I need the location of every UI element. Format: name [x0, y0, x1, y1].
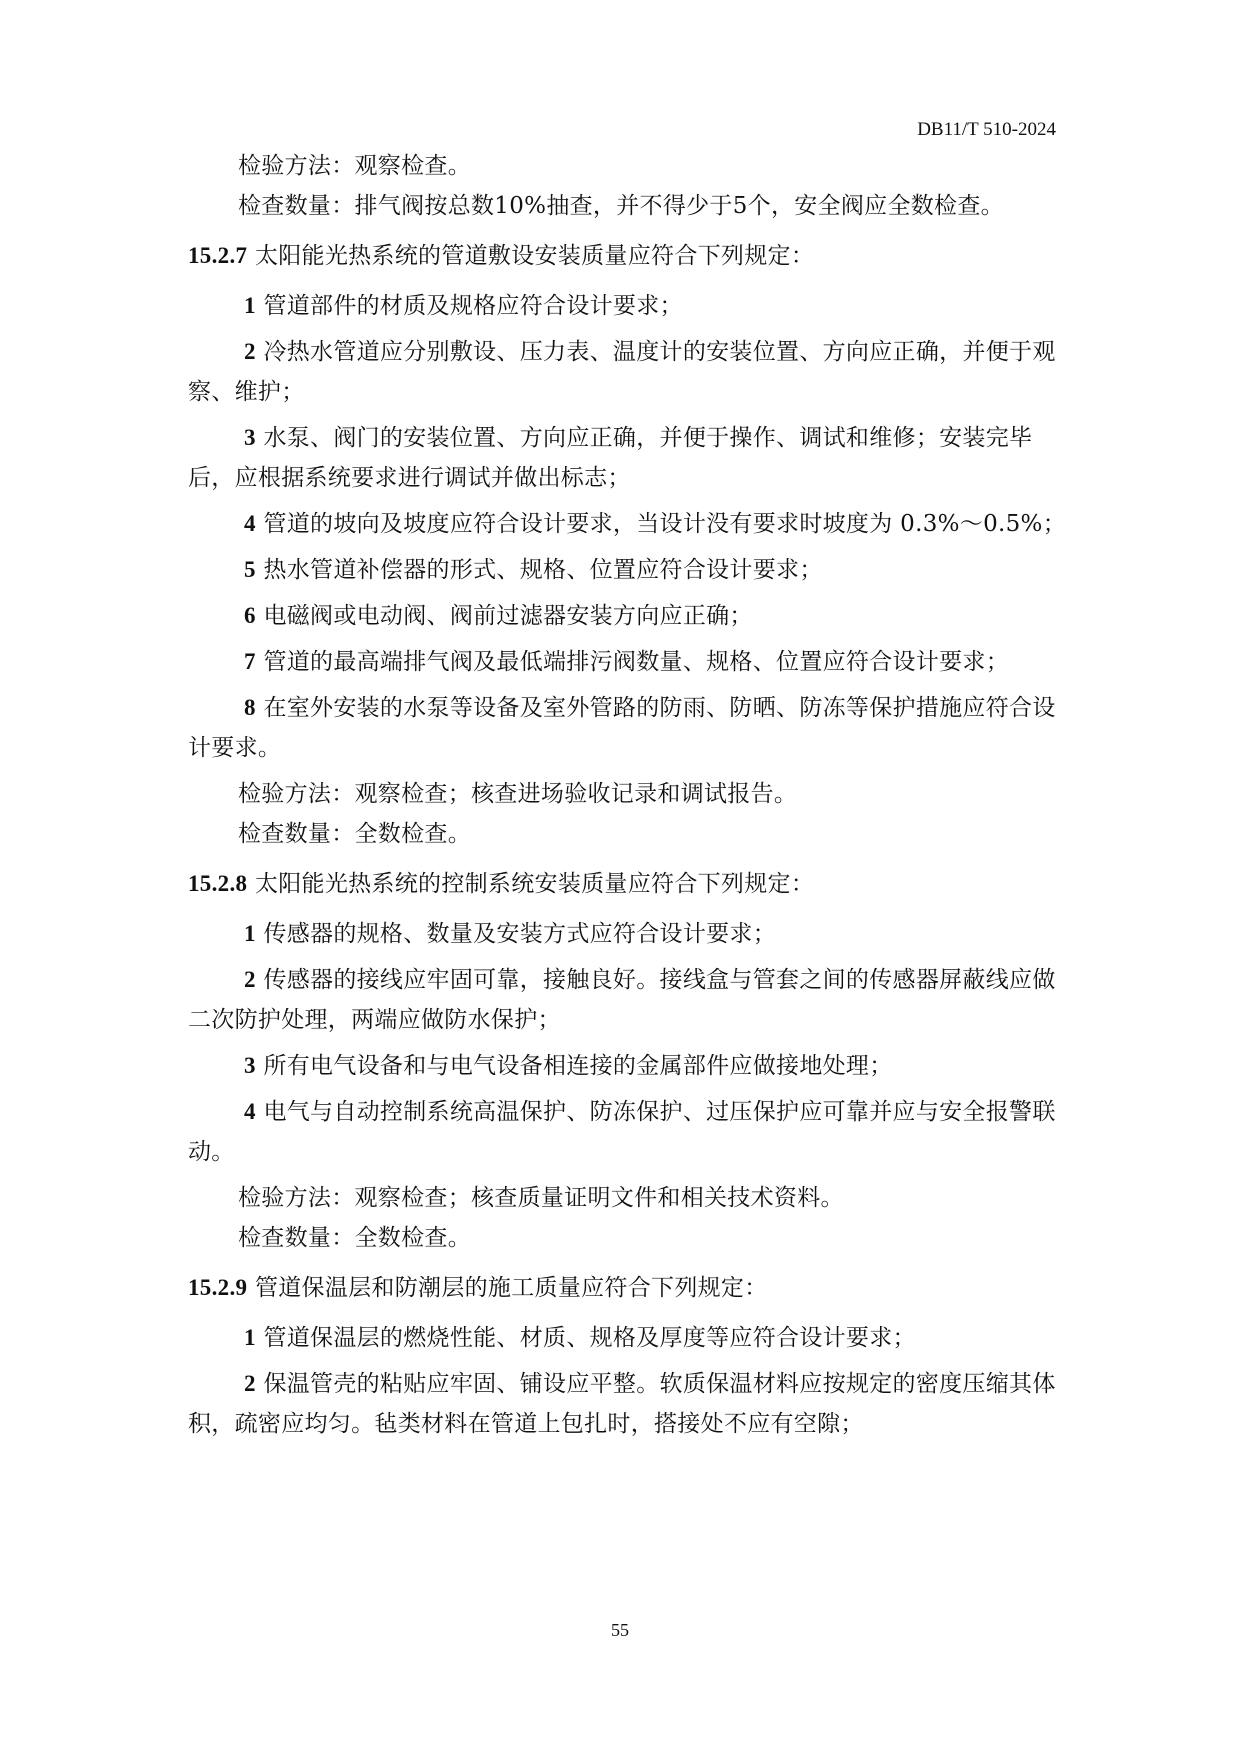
- item-text: 传感器的接线应牢固可靠，接触良好。接线盒与管套之间的传感器屏蔽线应做二次防护处理，两端应做防水保护；: [188, 967, 1056, 1033]
- clause-number: 15.2.7: [188, 243, 248, 268]
- item-text: 电磁阀或电动阀、阀前过滤器安装方向应正确；: [263, 603, 753, 629]
- item-text: 冷热水管道应分别敷设、压力表、温度计的安装位置、方向应正确，并便于观察、维护；: [188, 339, 1056, 405]
- item-number: 8: [244, 695, 256, 720]
- clause-15-2-7-item-8: [188, 688, 1068, 768]
- clause-15-2-7-item-6: [188, 596, 1068, 636]
- page-body: [188, 146, 1068, 1450]
- clause-15-2-9: [188, 1268, 1068, 1308]
- item-number: 5: [244, 557, 256, 582]
- item-number: 6: [244, 603, 256, 628]
- clause-number: 15.2.8: [188, 871, 248, 896]
- inspection-method-line: 检验方法：观察检查。: [238, 153, 471, 179]
- clause-15-2-8-item-1: [188, 914, 1068, 954]
- item-text: 传感器的规格、数量及安装方式应符合设计要求；: [263, 921, 777, 947]
- item-number: 2: [244, 1371, 256, 1396]
- item-number: 7: [244, 649, 256, 674]
- clause-15-2-7-item-5: [188, 550, 1068, 590]
- clause-15-2-8-item-4: [188, 1092, 1068, 1172]
- item-number: 1: [244, 1325, 256, 1350]
- item-number: 1: [244, 921, 256, 946]
- item-number: 2: [244, 339, 256, 364]
- clause-15-2-9-item-1: [188, 1318, 1068, 1358]
- item-text: 管道的坡向及坡度应符合设计要求，当设计没有要求时坡度为 0.3%～0.5%；: [263, 511, 1067, 537]
- clause-text: 太阳能光热系统的管道敷设安装质量应符合下列规定：: [254, 243, 815, 269]
- inspection-quantity-line: 检查数量：全数检查。: [238, 821, 471, 847]
- clause-15-2-7-item-3: [188, 418, 1068, 498]
- page-number: 55: [611, 1620, 629, 1640]
- item-number: 3: [244, 425, 256, 450]
- inspection-quantity-line: 检查数量：排气阀按总数10%抽查，并不得少于5个，安全阀应全数检查。: [238, 193, 1004, 219]
- clause-text: 太阳能光热系统的控制系统安装质量应符合下列规定：: [254, 871, 815, 897]
- clause-15-2-7-item-1: [188, 286, 1068, 326]
- item-text: 电气与自动控制系统高温保护、防冻保护、过压保护应可靠并应与安全报警联动。: [188, 1099, 1056, 1165]
- clause-number: 15.2.9: [188, 1275, 248, 1300]
- inspection-method-line: 检验方法：观察检查；核查进场验收记录和调试报告。: [238, 781, 798, 807]
- document-code: DB11/T 510-2024: [917, 119, 1056, 140]
- clause-text: 管道保温层和防潮层的施工质量应符合下列规定：: [254, 1275, 768, 1301]
- item-number: 4: [244, 1099, 256, 1124]
- clause-15-2-7-item-2: [188, 332, 1068, 412]
- item-number: 4: [244, 511, 256, 536]
- item-text: 管道保温层的燃烧性能、材质、规格及厚度等应符合设计要求；: [263, 1325, 916, 1351]
- item-text: 热水管道补偿器的形式、规格、位置应符合设计要求；: [263, 557, 823, 583]
- clause-15-2-7-item-7: [188, 642, 1068, 682]
- item-text: 保温管壳的粘贴应牢固、铺设应平整。软质保温材料应按规定的密度压缩其体积，疏密应均匀。毡类材料在管道上包扎时，搭接处不应有空隙；: [188, 1371, 1056, 1437]
- item-text: 管道的最高端排气阀及最低端排污阀数量、规格、位置应符合设计要求；: [263, 649, 1010, 675]
- item-text: 在室外安装的水泵等设备及室外管路的防雨、防晒、防冻等保护措施应符合设计要求。: [188, 695, 1056, 761]
- item-text: 管道部件的材质及规格应符合设计要求；: [263, 293, 683, 319]
- clause-15-2-8: [188, 864, 1068, 904]
- inspection-quantity-line: 检查数量：全数检查。: [238, 1225, 471, 1251]
- item-number: 2: [244, 967, 256, 992]
- item-number: 1: [244, 293, 256, 318]
- clause-15-2-8-item-2: [188, 960, 1068, 1040]
- item-number: 3: [244, 1053, 256, 1078]
- clause-15-2-7-item-4: [188, 504, 1068, 544]
- clause-15-2-9-item-2: [188, 1364, 1068, 1444]
- inspection-method-line: 检验方法：观察检查；核查质量证明文件和相关技术资料。: [238, 1185, 844, 1211]
- item-text: 所有电气设备和与电气设备相连接的金属部件应做接地处理；: [263, 1053, 893, 1079]
- clause-15-2-7: [188, 236, 1068, 276]
- clause-15-2-8-item-3: [188, 1046, 1068, 1086]
- item-text: 水泵、阀门的安装位置、方向应正确，并便于操作、调试和维修；安装完毕后，应根据系统要求进行调试并做出标志；: [188, 425, 1033, 491]
